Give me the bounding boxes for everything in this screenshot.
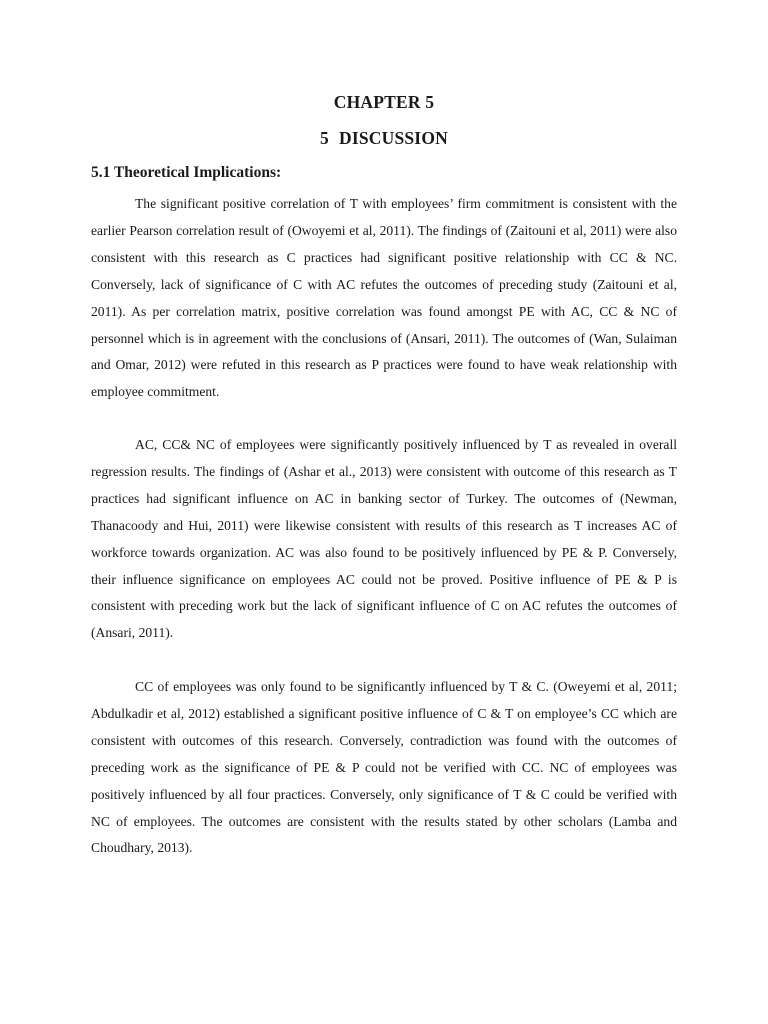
paragraph-cc-nc: CC of employees was only found to be significantly influenced by T & C. (Oweyemi et al, 2011; Abdulkadir et al, 2012) established a significant positive influence of C & T on employee’s CC which are consistent with outcomes of this research. Conversely, contradiction was found with the outcomes of preceding work as the significance of PE & P could not be verified with CC. NC of employees was positively influenced by all four practices. Conversely, only significance of T & C could be verified with NC of employees. The outcomes are consistent with the results stated by other scholars (Lamba and Choudhary, 2013).: [91, 679, 677, 856]
chapter-number: 5: [320, 128, 329, 148]
chapter-label: CHAPTER 5: [333, 92, 435, 112]
chapter-title: [0, 128, 768, 149]
chapter-title-text: DISCUSSION: [338, 128, 448, 148]
paragraph-ac-regression: AC, CC& NC of employees were significantly positively influenced by T as revealed in overall regression results. The findings of (Ashar et al., 2013) were consistent with outcome of this research as T practices had significant influence on AC in banking sector of Turkey. The outcomes of (Newman, Thanacoody and Hui, 2011) were likewise consistent with results of this research as T increases AC of workforce towards organization. AC was also found to be positively influenced by PE & P. Conversely, their influence significance on employees AC could not be proved. Positive influence of PE & P is consistent with preceding work but the lack of significant influence of C on AC refutes the outcomes of (Ansari, 2011).: [91, 437, 677, 641]
paragraph-correlation: The significant positive correlation of T with employees’ firm commitment is consistent with the earlier Pearson correlation result of (Owoyemi et al, 2011). The findings of (Zaitouni et al, 2011) were also consistent with this research as C practices had significant positive relationship with CC & NC. Conversely, lack of significance of C with AC refutes the outcomes of preceding study (Zaitouni et al, 2011). As per correlation matrix, positive correlation was found amongst PE with AC, CC & NC of personnel which is in agreement with the conclusions of (Ansari, 2011). The outcomes of (Wan, Sulaiman and Omar, 2012) were refuted in this research as P practices were found to have weak relationship with employee commitment.: [91, 196, 677, 400]
section-heading: 5.1 Theoretical Implications:: [91, 164, 282, 181]
